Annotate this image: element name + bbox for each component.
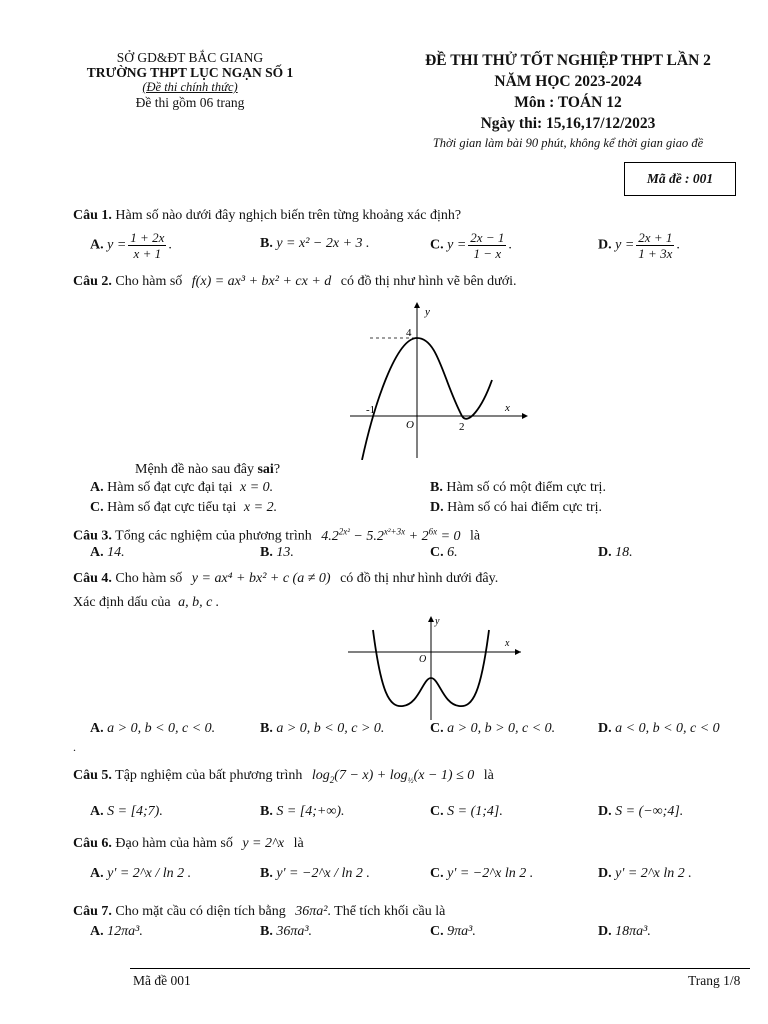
question-label: Câu 7. bbox=[73, 904, 112, 919]
question-formula: $4.2^{2x^2} - 5.2^{x^2+3x} + 2^{6x} = 0$ bbox=[321, 526, 461, 544]
option-key: C. bbox=[430, 924, 444, 939]
option-key: B. bbox=[260, 236, 273, 251]
q4-option-a bbox=[90, 721, 215, 737]
cubic-graph bbox=[340, 300, 530, 460]
option-math: y' = −2^x / ln 2 . bbox=[276, 866, 370, 881]
option-key: A. bbox=[90, 924, 104, 939]
numerator: 1 + 2x bbox=[130, 230, 165, 245]
option-math: y = x² − 2x + 3 . bbox=[276, 236, 370, 251]
q2-prompt bbox=[135, 462, 280, 478]
question-1 bbox=[73, 208, 461, 224]
option-math: x = 2. bbox=[243, 500, 278, 515]
fraction bbox=[636, 230, 674, 261]
x-label: x bbox=[505, 402, 510, 414]
prompt-text: Mệnh đề nào sau đây bbox=[135, 462, 258, 477]
q7-option-d bbox=[598, 924, 651, 940]
question-6 bbox=[73, 836, 304, 852]
quartic-graph bbox=[345, 612, 525, 720]
x-tick-label: -1 bbox=[366, 404, 376, 416]
header-right bbox=[380, 50, 756, 152]
option-math: a > 0, b < 0, c < 0. bbox=[107, 721, 216, 736]
option-math: S = [4;7). bbox=[107, 804, 163, 819]
q5-option-a bbox=[90, 804, 163, 820]
question-text: là bbox=[293, 836, 304, 851]
x-axis-arrow bbox=[515, 649, 521, 655]
option-math: y' = −2^x ln 2 . bbox=[447, 866, 534, 881]
question-text: Xác định dấu của bbox=[73, 595, 171, 610]
option-text: Hàm số có một điểm cực trị. bbox=[446, 480, 606, 495]
option-key: A. bbox=[90, 480, 104, 495]
option-math: a > 0, b < 0, c > 0. bbox=[276, 721, 385, 736]
option-math: y = bbox=[615, 237, 635, 253]
option-key: B. bbox=[260, 804, 273, 819]
dept-name: SỞ GD&ĐT BẮC GIANG bbox=[116, 50, 264, 65]
option-text: Hàm số đạt cực đại tại bbox=[107, 480, 233, 495]
option-key: A. bbox=[90, 866, 104, 881]
q4-option-d bbox=[598, 721, 720, 737]
option-key: C. bbox=[430, 545, 444, 560]
option-key: A. bbox=[90, 237, 104, 253]
exam-date: Ngày thi: 15,16,17/12/2023 bbox=[480, 115, 656, 132]
question-text: Hàm số nào dưới đây nghịch biến trên từng khoảng xác định? bbox=[115, 208, 462, 223]
question-label: Câu 5. bbox=[73, 768, 112, 783]
option-key: D. bbox=[598, 721, 612, 736]
origin-label: O bbox=[406, 419, 414, 431]
question-7 bbox=[73, 904, 445, 920]
option-math: a > 0, b > 0, c < 0. bbox=[447, 721, 556, 736]
option-key: B. bbox=[260, 924, 273, 939]
option-math: y' = 2^x / ln 2 . bbox=[107, 866, 192, 881]
y-tick-label: 4 bbox=[406, 327, 412, 339]
option-math: 6. bbox=[447, 545, 458, 560]
header-left bbox=[70, 50, 310, 110]
q6-option-b bbox=[260, 866, 370, 882]
official-note: (Đề thi chính thức) bbox=[142, 80, 238, 94]
option-key: B. bbox=[260, 866, 273, 881]
option-math: a < 0, b < 0, c < 0 bbox=[615, 721, 720, 736]
option-key: A. bbox=[90, 545, 104, 560]
question-label: Câu 6. bbox=[73, 836, 112, 851]
question-text: có đồ thị như hình vẽ bên dưới. bbox=[340, 274, 517, 289]
option-math: 9πa³. bbox=[447, 924, 476, 939]
fraction bbox=[468, 230, 506, 261]
q1-option-d bbox=[598, 230, 680, 261]
q2-option-b bbox=[430, 480, 606, 496]
q7-option-a bbox=[90, 924, 143, 940]
option-math: S = (−∞;4]. bbox=[615, 804, 684, 819]
question-label: Câu 2. bbox=[73, 274, 112, 289]
time-note: Thời gian làm bài 90 phút, không kể thời gian giao đề bbox=[432, 136, 704, 150]
option-math: x = 0. bbox=[240, 480, 274, 495]
q3-option-d bbox=[598, 545, 633, 561]
subject: Môn : TOÁN 12 bbox=[514, 94, 622, 111]
option-text: Hàm số đạt cực tiểu tại bbox=[107, 500, 237, 515]
option-punct: . bbox=[168, 237, 172, 253]
question-text: Cho mặt cầu có diện tích bằng bbox=[115, 904, 286, 919]
y-axis-arrow bbox=[428, 616, 434, 622]
school-year: NĂM HỌC 2023-2024 bbox=[494, 73, 642, 90]
question-formula: f(x) = ax³ + bx² + cx + d bbox=[191, 274, 332, 289]
option-math: y = bbox=[447, 237, 467, 253]
option-key: D. bbox=[598, 804, 612, 819]
q6-option-c bbox=[430, 866, 533, 882]
question-text: . Thể tích khối cầu là bbox=[327, 904, 446, 919]
option-key: A. bbox=[90, 804, 104, 819]
x-label: x bbox=[505, 638, 510, 649]
q6-option-d bbox=[598, 866, 692, 882]
option-text: Hàm số có hai điểm cực trị. bbox=[447, 500, 603, 515]
q6-option-a bbox=[90, 866, 191, 882]
cubic-curve bbox=[362, 338, 492, 460]
fraction bbox=[128, 230, 166, 261]
option-math: 18. bbox=[615, 545, 633, 560]
question-text: Cho hàm số bbox=[115, 274, 183, 289]
q3-option-a bbox=[90, 545, 125, 561]
q1-option-b bbox=[260, 236, 370, 252]
q5-option-d bbox=[598, 804, 683, 820]
option-key: C. bbox=[430, 866, 444, 881]
option-math: 12πa³. bbox=[107, 924, 143, 939]
option-math: 13. bbox=[276, 545, 294, 560]
q3-option-b bbox=[260, 545, 294, 561]
option-key: A. bbox=[90, 721, 104, 736]
option-key: D. bbox=[598, 237, 612, 253]
prompt-emphasis: sai bbox=[257, 462, 274, 477]
option-math: 36πa³. bbox=[276, 924, 313, 939]
q4-option-c bbox=[430, 721, 555, 737]
question-label: Câu 3. bbox=[73, 528, 112, 544]
question-formula: y = 2^x bbox=[242, 836, 285, 851]
option-key: D. bbox=[598, 924, 612, 939]
question-5 bbox=[73, 768, 494, 785]
option-math: S = [4;+∞). bbox=[276, 804, 345, 819]
question-text: là bbox=[483, 768, 494, 783]
denominator: x + 1 bbox=[133, 246, 162, 261]
option-key: C. bbox=[430, 804, 444, 819]
q1-option-c bbox=[430, 230, 512, 261]
option-key: D. bbox=[598, 545, 612, 560]
numerator: 2x + 1 bbox=[638, 230, 673, 245]
footer-divider bbox=[130, 968, 750, 969]
option-key: C. bbox=[90, 500, 104, 515]
question-4-line2 bbox=[73, 595, 219, 611]
question-text: Tổng các nghiệm của phương trình bbox=[115, 528, 312, 544]
option-key: B. bbox=[260, 545, 273, 560]
q2-option-d bbox=[430, 500, 602, 516]
x-axis-arrow bbox=[522, 413, 528, 419]
origin-label: O bbox=[419, 654, 427, 665]
footer-code: Mã đề 001 bbox=[133, 973, 191, 988]
page-count: Đề thi gồm 06 trang bbox=[135, 95, 245, 110]
q5-option-b bbox=[260, 804, 345, 820]
q1-option-a bbox=[90, 230, 172, 261]
option-key: B. bbox=[260, 721, 273, 736]
prompt-punct: ? bbox=[273, 462, 281, 477]
question-text: Đạo hàm của hàm số bbox=[115, 836, 233, 851]
question-label: Câu 1. bbox=[73, 208, 112, 223]
option-key: B. bbox=[430, 480, 443, 495]
option-math: y' = 2^x ln 2 . bbox=[615, 866, 692, 881]
option-key: D. bbox=[430, 500, 444, 515]
option-key: C. bbox=[430, 721, 444, 736]
question-formula: a, b, c . bbox=[178, 595, 220, 610]
q3-option-c bbox=[430, 545, 458, 561]
question-text: Cho hàm số bbox=[115, 571, 183, 586]
q2-option-c bbox=[90, 500, 277, 516]
exam-title: ĐỀ THI THỬ TỐT NGHIỆP THPT LẦN 2 bbox=[425, 52, 711, 69]
y-axis-arrow bbox=[414, 302, 420, 308]
question-text: là bbox=[470, 528, 481, 544]
question-4 bbox=[73, 571, 498, 587]
question-3 bbox=[73, 526, 480, 545]
x-tick-label: 2 bbox=[459, 421, 465, 433]
q7-option-b bbox=[260, 924, 312, 940]
q2-option-a bbox=[90, 480, 273, 496]
option-math: y = bbox=[107, 237, 127, 253]
q5-option-c bbox=[430, 804, 503, 820]
exam-code-box bbox=[624, 162, 736, 196]
option-punct: . bbox=[508, 237, 512, 253]
numerator: 2x − 1 bbox=[470, 230, 505, 245]
option-key: C. bbox=[430, 237, 444, 253]
y-label: y bbox=[425, 306, 430, 318]
q4-option-b bbox=[260, 721, 384, 737]
question-formula: $\log_2(7 - x) + \log_{\frac{1}{2}}(x - 1) \le 0$ bbox=[311, 768, 475, 785]
stray-dot: . bbox=[73, 740, 76, 754]
question-text: Tập nghiệm của bất phương trình bbox=[115, 768, 303, 783]
denominator: 1 + 3x bbox=[638, 246, 673, 261]
denominator: 1 − x bbox=[473, 246, 502, 261]
option-key: D. bbox=[598, 866, 612, 881]
school-name: TRƯỜNG THPT LỤC NGẠN SỐ 1 bbox=[86, 65, 294, 80]
question-formula: y = ax⁴ + bx² + c (a ≠ 0) bbox=[191, 571, 331, 586]
exam-code: Mã đề : 001 bbox=[646, 171, 714, 186]
option-math: 18πa³. bbox=[615, 924, 651, 939]
option-math: S = (1;4]. bbox=[447, 804, 503, 819]
y-label: y bbox=[435, 616, 440, 627]
option-punct: . bbox=[676, 237, 680, 253]
question-text: có đồ thị như hình dưới đây. bbox=[340, 571, 499, 586]
question-formula: 36πa² bbox=[295, 904, 328, 919]
q7-option-c bbox=[430, 924, 476, 940]
footer-page: Trang 1/8 bbox=[688, 973, 741, 988]
option-math: 14. bbox=[107, 545, 125, 560]
question-label: Câu 4. bbox=[73, 571, 112, 586]
question-2 bbox=[73, 274, 517, 290]
